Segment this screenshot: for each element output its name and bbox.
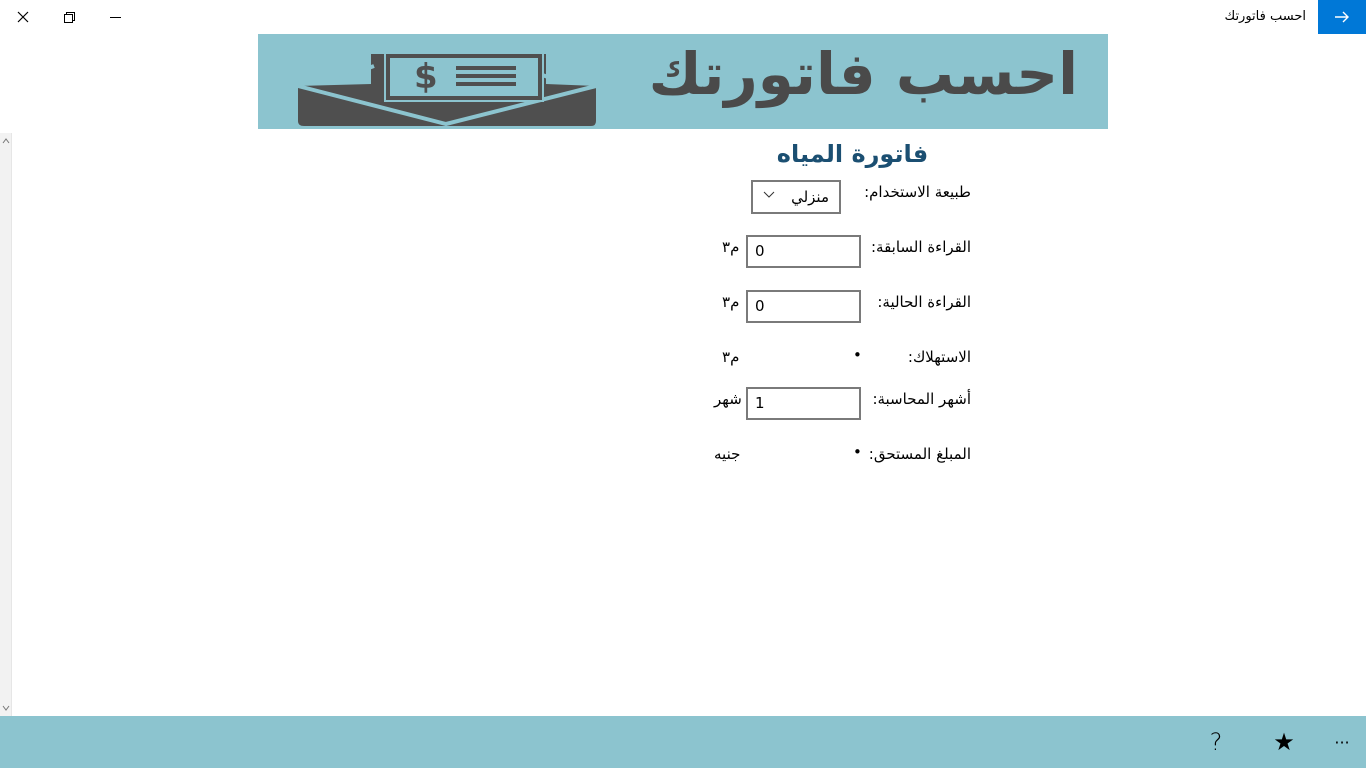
arrow-right-icon	[1334, 10, 1350, 24]
title-bar	[0, 0, 1366, 34]
consumption-value: •	[853, 346, 862, 364]
help-icon: ?	[1209, 728, 1223, 756]
billing-months-unit: شهر	[714, 390, 742, 408]
scroll-up-icon[interactable]	[0, 135, 12, 147]
banner-logo-text: احسب فاتورتك	[648, 40, 1078, 108]
minimize-button[interactable]	[92, 0, 138, 34]
favorite-button[interactable]	[1254, 716, 1314, 768]
previous-reading-unit: م٣	[722, 238, 740, 256]
current-reading-unit: م٣	[722, 293, 740, 311]
bottom-app-bar	[0, 716, 1366, 768]
amount-due-unit: جنيه	[714, 445, 741, 463]
billing-months-label: أشهر المحاسبة:	[872, 390, 971, 408]
vertical-scrollbar[interactable]	[0, 133, 12, 716]
usage-type-dropdown[interactable]	[751, 180, 841, 214]
more-options-button[interactable]	[1312, 716, 1366, 768]
close-icon	[17, 11, 29, 23]
back-button[interactable]	[1318, 0, 1366, 34]
consumption-unit: م٣	[722, 348, 740, 366]
restore-icon	[64, 12, 75, 23]
usage-type-label: طبيعة الاستخدام:	[864, 183, 971, 201]
billing-months-input[interactable]: 1	[746, 387, 861, 420]
app-banner	[258, 34, 1108, 129]
page-title: فاتورة المياه	[776, 140, 929, 168]
window-title: احسب فاتورتك	[1224, 9, 1306, 24]
help-button[interactable]	[1186, 716, 1246, 768]
amount-due-value: •	[853, 443, 862, 461]
star-icon: ★	[1273, 728, 1295, 756]
restore-button[interactable]	[46, 0, 92, 34]
minimize-icon	[110, 12, 121, 23]
close-button[interactable]	[0, 0, 46, 34]
chevron-down-icon	[763, 191, 775, 199]
consumption-label: الاستهلاك:	[907, 348, 971, 366]
usage-type-value: منزلي	[791, 188, 829, 206]
scroll-down-icon[interactable]	[0, 702, 12, 714]
invoice-envelope-icon	[296, 46, 596, 126]
current-reading-input[interactable]: 0	[746, 290, 861, 323]
more-icon: ···	[1334, 732, 1350, 752]
amount-due-label: المبلغ المستحق:	[868, 445, 971, 463]
previous-reading-label: القراءة السابقة:	[871, 238, 971, 256]
previous-reading-input[interactable]: 0	[746, 235, 861, 268]
svg-text:$: $	[414, 57, 438, 97]
current-reading-label: القراءة الحالية:	[877, 293, 971, 311]
